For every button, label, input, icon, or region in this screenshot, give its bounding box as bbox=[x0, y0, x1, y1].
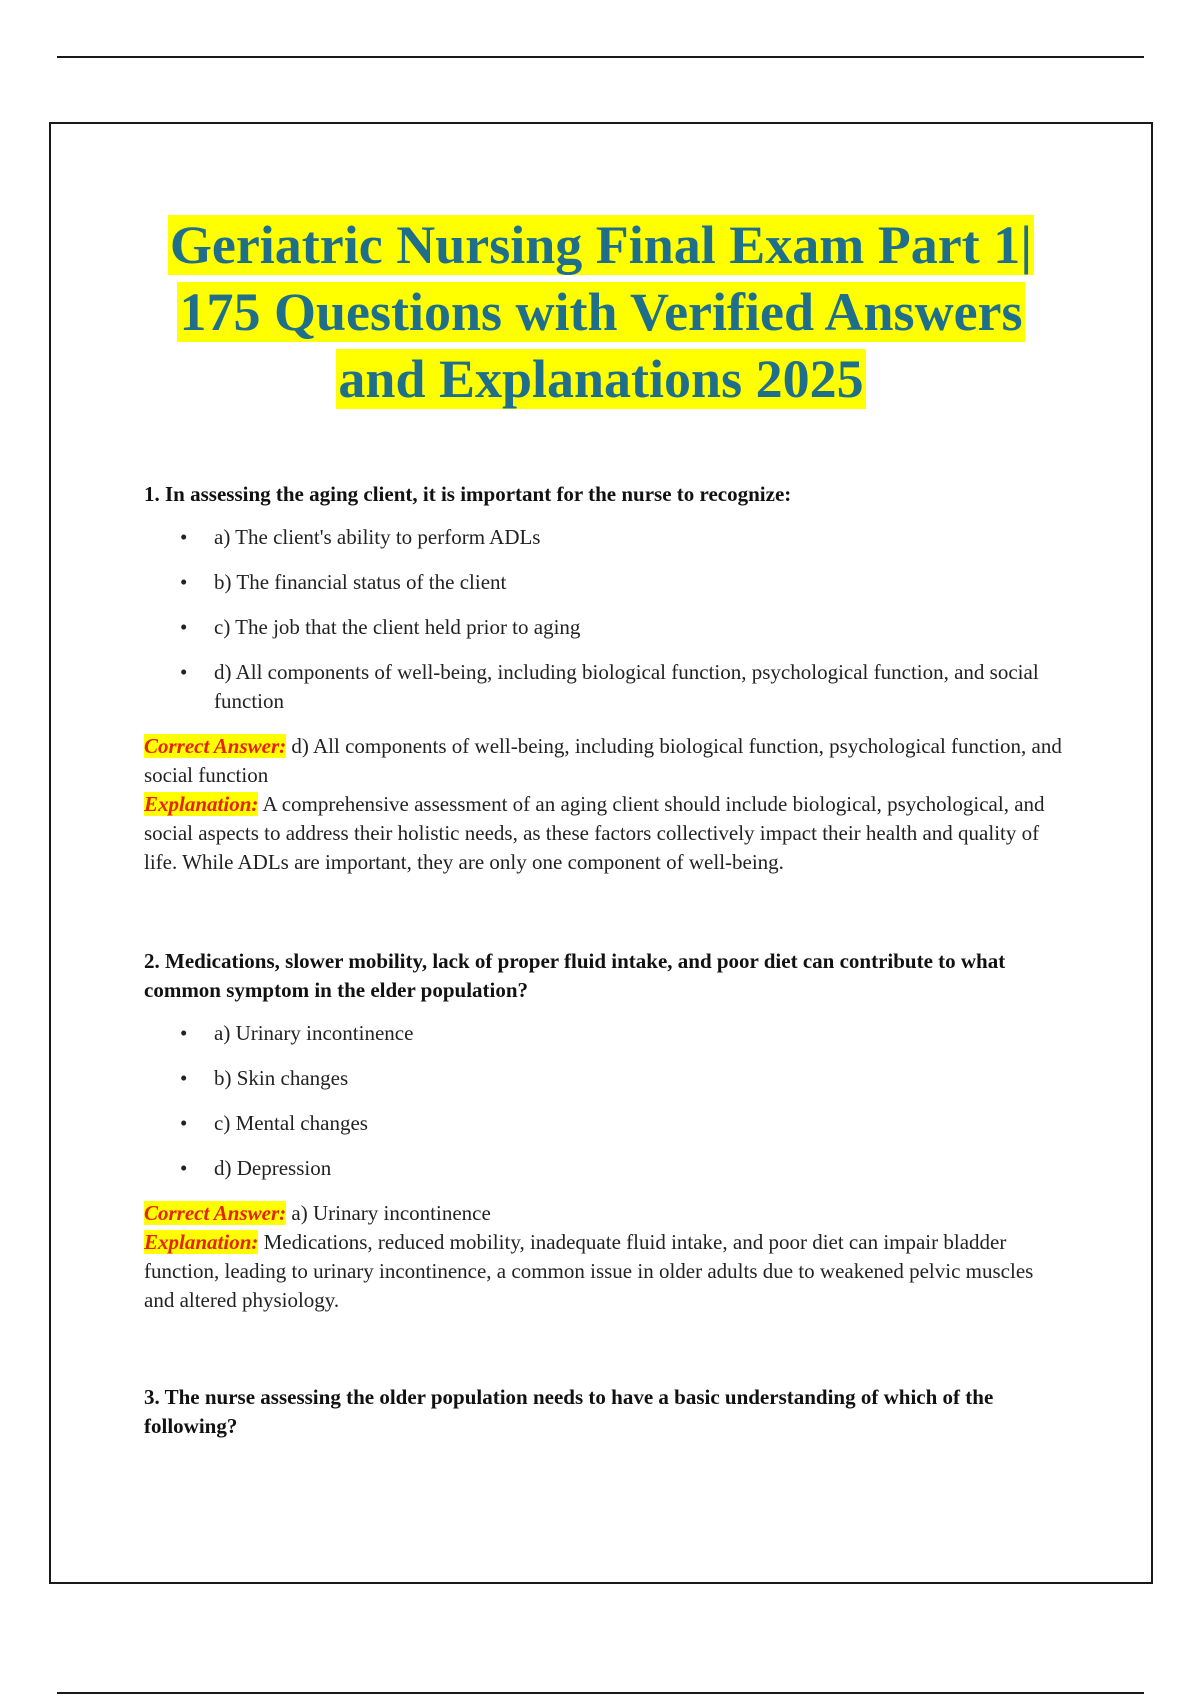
explanation bbox=[144, 1228, 1066, 1315]
document-title bbox=[111, 212, 1091, 413]
option-c: • c) Mental changes bbox=[144, 1109, 1066, 1138]
correct-answer-label: Correct Answer: bbox=[144, 734, 287, 758]
top-rule bbox=[57, 56, 1144, 58]
page-frame bbox=[49, 122, 1153, 1584]
correct-answer-text: a) Urinary incontinence bbox=[291, 1201, 491, 1225]
question-block-2 bbox=[144, 947, 1066, 1315]
options-list bbox=[144, 523, 1066, 716]
question-text: 1. In assessing the aging client, it is important for the nurse to recognize: bbox=[144, 482, 792, 506]
explanation-label: Explanation: bbox=[144, 1230, 259, 1254]
explanation-text: Medications, reduced mobility, inadequate fluid intake, and poor diet can impair bladder function, leading to urinary incontinence, a common issue in older adults due to weakened pelvic muscles and altered physiology. bbox=[144, 1230, 1034, 1312]
explanation-label: Explanation: bbox=[144, 792, 259, 816]
question-block-3 bbox=[144, 1383, 1066, 1441]
option-d: • d) Depression bbox=[144, 1154, 1066, 1183]
bottom-rule bbox=[57, 1692, 1144, 1694]
question-block-1 bbox=[144, 480, 1066, 877]
title-line-2: 175 Questions with Verified Answers bbox=[179, 282, 1023, 342]
correct-answer-label: Correct Answer: bbox=[144, 1201, 287, 1225]
correct-answer bbox=[144, 732, 1066, 790]
option-a: • a) Urinary incontinence bbox=[144, 1019, 1066, 1048]
correct-answer-text: d) All components of well-being, including biological function, psychological function, and social function bbox=[144, 734, 1062, 787]
questions-list bbox=[144, 480, 1066, 1455]
title-line-1: Geriatric Nursing Final Exam Part 1| bbox=[169, 215, 1033, 275]
title-line-3: and Explanations 2025 bbox=[338, 349, 864, 409]
correct-answer bbox=[144, 1199, 1066, 1228]
option-b: • b) The financial status of the client bbox=[144, 568, 1066, 597]
option-b: • b) Skin changes bbox=[144, 1064, 1066, 1093]
question-text: 3. The nurse assessing the older population needs to have a basic understanding of which of the following? bbox=[144, 1385, 994, 1438]
explanation-text: A comprehensive assessment of an aging client should include biological, psychological, and social aspects to address their holistic needs, as these factors collectively impact their health and quality of life. While ADLs are important, they are only one component of well-being. bbox=[144, 792, 1045, 874]
option-d: • d) All components of well-being, including biological function, psychological function, and social function bbox=[144, 658, 1066, 716]
option-a: • a) The client's ability to perform ADLs bbox=[144, 523, 1066, 552]
question-text: 2. Medications, slower mobility, lack of proper fluid intake, and poor diet can contribute to what common symptom in the elder population? bbox=[144, 949, 1006, 1002]
option-c: • c) The job that the client held prior to aging bbox=[144, 613, 1066, 642]
explanation bbox=[144, 790, 1066, 877]
options-list bbox=[144, 1019, 1066, 1183]
